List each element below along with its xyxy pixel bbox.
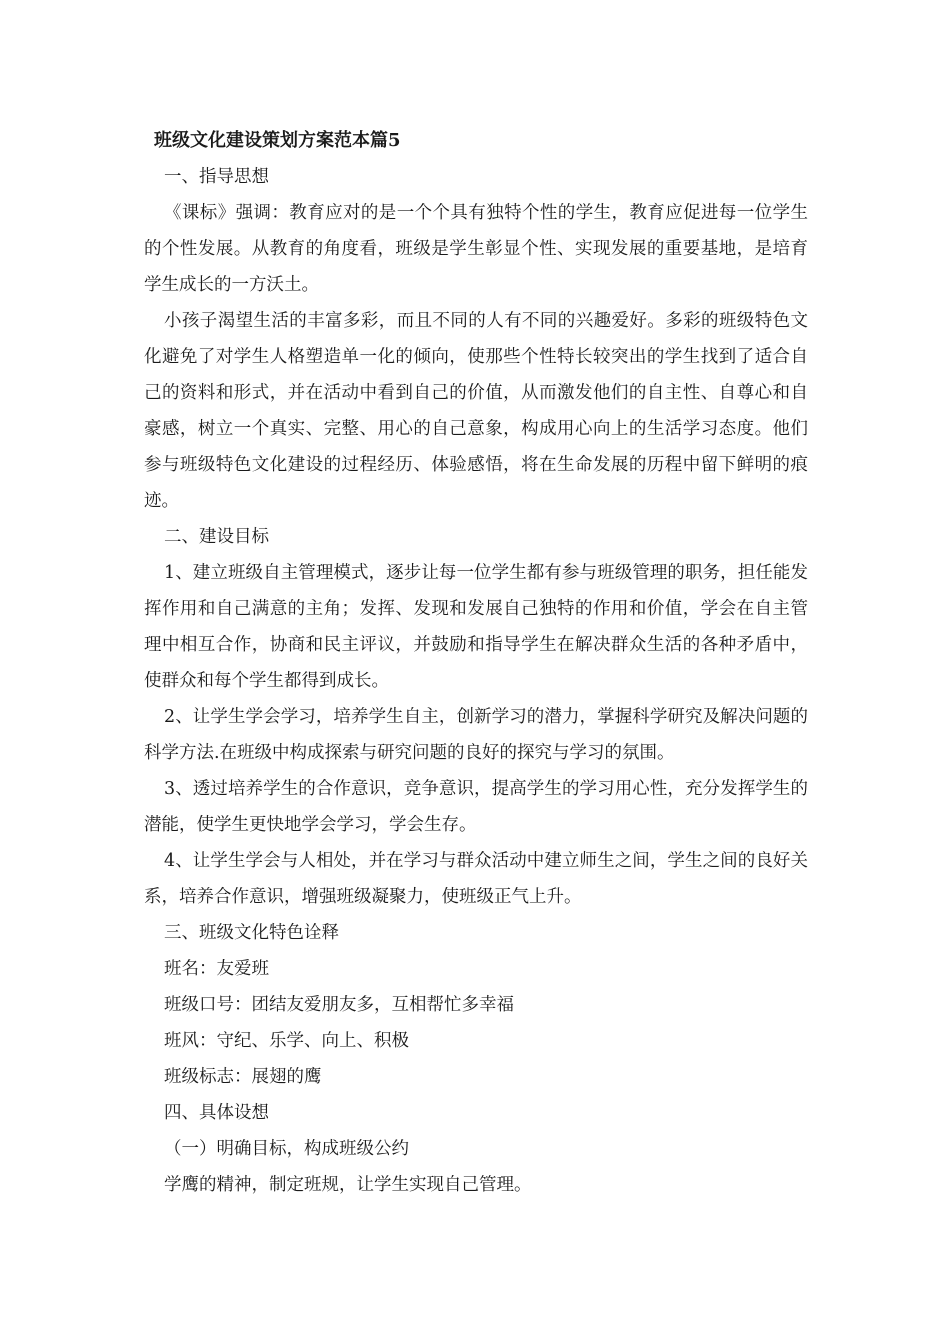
section-heading-class-culture: 三、班级文化特色诠释: [164, 923, 339, 943]
paragraph: 小孩子渴望生活的丰富多彩，而且不同的人有不同的兴趣爱好。多彩的班级特色文化避免了对学生人格塑造单一化的倾向，使那些个性特长较突出的学生找到了适合自己的资料和形式，并在活动中看到自己的价值，从而激发他们的自主性、自尊心和自豪感，树立一个真实、完整、用心的自己意象，构成用心向上的生活学习态度。他们参与班级特色文化建设的过程经历、体验感悟，将在生命发展的历程中留下鲜明的痕迹。: [144, 311, 808, 511]
paragraph: 2、让学生学会学习，培养学生自主，创新学习的潜力，掌握科学研究及解决问题的科学方法.在班级中构成探索与研究问题的良好的探究与学习的氛围。: [144, 707, 808, 763]
paragraph: 1、建立班级自主管理模式，逐步让每一位学生都有参与班级管理的职务，担任能发挥作用和自己满意的主角；发挥、发现和发展自己独特的作用和价值，学会在自主管理中相互合作，协商和民主评议，并鼓励和指导学生在解决群众生活的各种矛盾中，使群众和每个学生都得到成长。: [144, 563, 808, 691]
text-line: 学鹰的精神，制定班规，让学生实现自己管理。: [164, 1175, 532, 1195]
section-heading-specific-plans: 四、具体设想: [164, 1103, 269, 1123]
document-body: [144, 123, 808, 1203]
class-slogan-line: 班级口号：团结友爱朋友多，互相帮忙多幸福: [164, 995, 514, 1015]
section-heading-guiding-ideology: 一、指导思想: [164, 167, 269, 187]
section-heading-construction-goals: 二、建设目标: [164, 527, 269, 547]
subsection-heading: （一）明确目标，构成班级公约: [164, 1139, 409, 1159]
paragraph: 4、让学生学会与人相处，并在学习与群众活动中建立师生之间，学生之间的良好关系，培养合作意识，增强班级凝聚力，使班级正气上升。: [144, 851, 808, 907]
class-emblem-line: 班级标志：展翅的鹰: [164, 1067, 322, 1087]
class-name-line: 班名：友爱班: [164, 959, 269, 979]
paragraph: 3、透过培养学生的合作意识，竞争意识，提高学生的学习用心性，充分发挥学生的潜能，使学生更快地学会学习，学会生存。: [144, 779, 808, 835]
paragraph: 《课标》强调：教育应对的是一个个具有独特个性的学生，教育应促进每一位学生的个性发展。从教育的角度看，班级是学生彰显个性、实现发展的重要基地，是培育学生成长的一方沃土。: [144, 203, 808, 295]
class-style-line: 班风：守纪、乐学、向上、积极: [164, 1031, 409, 1051]
document-title: 班级文化建设策划方案范本篇5: [154, 130, 401, 151]
